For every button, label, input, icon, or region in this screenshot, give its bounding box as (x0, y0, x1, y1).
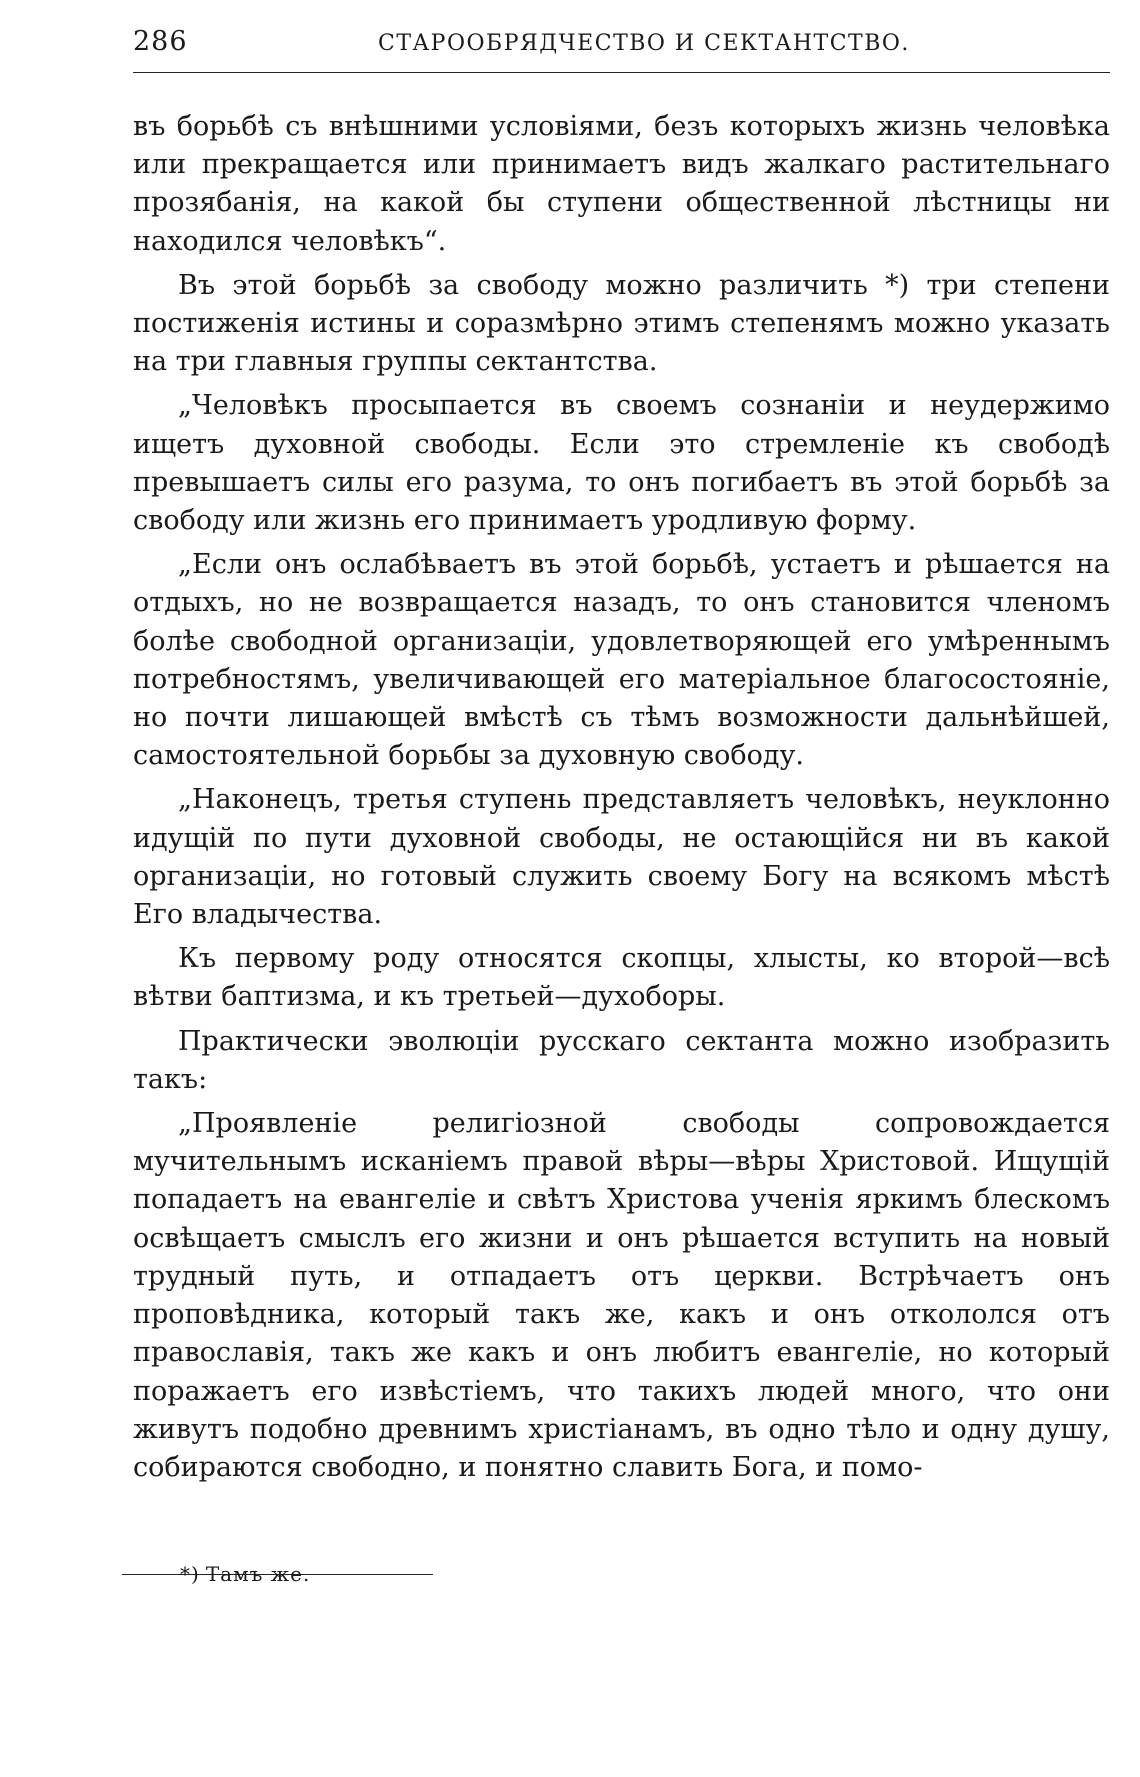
footnote-text: Тамъ же. (205, 1562, 311, 1586)
body-text (133, 108, 1110, 1493)
running-title: СТАРООБРЯДЧЕСТВО И СЕКТАНТСТВО. (378, 31, 910, 56)
page-number: 286 (133, 26, 188, 57)
header-rule (133, 72, 1110, 73)
paragraph: „Наконецъ, третья ступень представляетъ человѣкъ, неуклонно идущій по пути духовной свободы, не остающійся ни въ какой организаціи, но готовый служить своему Богу на всякомъ мѣстѣ Его владычества. (133, 784, 1110, 931)
paragraph: Къ первому роду относятся скопцы, хлысты, ко второй—всѣ вѣтви баптизма, и къ третьей—духоборы. (133, 943, 1110, 1013)
footnote (180, 1562, 310, 1586)
paragraph: „Человѣкъ просыпается въ своемъ сознаніи и неудержимо ищетъ духовной свободы. Если это стремленіе къ свободѣ превышаетъ силы его разума, то онъ погибаетъ въ этой борьбѣ за свободу или жизнь его принимаетъ уродливую форму. (133, 390, 1110, 537)
paragraph: „Если онъ ослабѣваетъ въ этой борьбѣ, устаетъ и рѣшается на отдыхъ, но не возвращается назадъ, то онъ становится членомъ болѣе свободной организаціи, удовлетворяющей его умѣреннымъ потребностямъ, увеличивающей его матеріальное благосостояніе, но почти лишающей вмѣстѣ съ тѣмъ возможности дальнѣйшей, самостоятельной борьбы за духовную свободу. (133, 549, 1110, 772)
paragraph: Практически эволюціи русскаго сектанта можно изобразить такъ: (133, 1025, 1110, 1095)
footnote-mark: *) (180, 1562, 200, 1586)
running-head (133, 22, 1110, 62)
paragraph: „Проявленіе религіозной свободы сопровождается мучительнымъ исканіемъ правой вѣры—вѣры Христовой. Ищущій попадаетъ на евангеліе и свѣтъ Христова ученія яркимъ блескомъ освѣщаетъ смыслъ его жизни и онъ рѣшается вступить на новый трудный путь, и отпадаетъ отъ церкви. Встрѣчаетъ онъ проповѣдника, который такъ же, какъ и онъ откололся отъ православія, такъ же какъ и онъ любитъ евангеліе, но который поражаетъ его извѣстіемъ, что такихъ людей много, что они живутъ подобно древнимъ христіанамъ, въ одно тѣло и одну душу, собираются свободно, и понятно славить Бога, и помо- (133, 1108, 1110, 1483)
paragraph: Въ этой борьбѣ за свободу можно различить *) три степени постиженія истины и соразмѣрно этимъ степенямъ можно указать на три главныя группы сектантства. (133, 269, 1110, 378)
paragraph: въ борьбѣ съ внѣшними условіями, безъ которыхъ жизнь человѣка или прекращается или принимаетъ видъ жалкаго растительнаго прозябанія, на какой бы ступени общественной лѣстницы ни находился человѣкъ“. (133, 111, 1110, 257)
